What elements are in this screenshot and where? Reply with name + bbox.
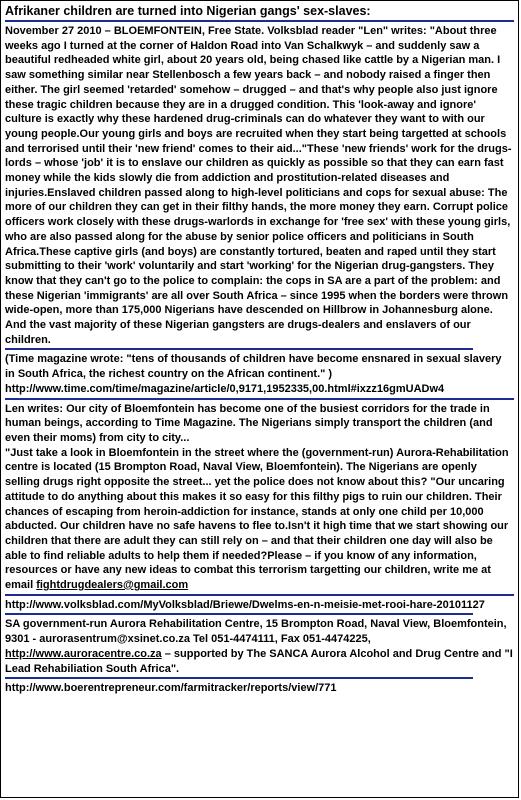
aurora-centre-support-text: – supported by The SANCA Aurora Alcohol and Drug Centre and "I Lead Rehabiliation South Africa". xyxy=(5,647,513,675)
aurora-centre-info xyxy=(5,617,514,676)
article-title: Afrikaner children are turned into Nigerian gangs' sex-slaves: xyxy=(5,4,371,18)
time-magazine-quote: (Time magazine wrote: "tens of thousands of children have become ensnared in sexual slavery in South Africa, the richest country on the African continent." ) xyxy=(5,353,502,381)
aurora-centre-text: SA government-run Aurora Rehabilitation Centre, 15 Brompton Road, Naval View, Bloemfontein, 9301 - aurorasentrum@xsinet.co.za Tel 051-4474111, Fax 051-4474225, xyxy=(5,618,507,646)
len-letter-text: Len writes: Our city of Bloemfontein has become one of the busiest corridors for the trade in human beings, according to Time Magazine. The Nigerians simply transport the children (and even their moms) from city to city... "Just take a look in Bloemfontein in the street where the (government-run) Aurora-Rehabilitation centre is located (15 Brompton Road, Naval View, Bloemfontein). The Nigerians are openly selling drugs right opposite the street... yet the police does not know about this? "Our uncaring attitude to do anything about this makes it so easy for this filthy pigs to ruin our children. Their chances of escaping from heroin-addiction for instance, stands at only one child per 10,000 abducted. Our children have no safe havens to flee to.Isn't it high time that we start showing our children that there are adult they can still rely on – and that their children one day will also be able to find reliable adults to help them if needed?Please – if you know of any information, resources or have any new ideas to combat this terrorism targetting our children, write me at email xyxy=(5,402,509,592)
len-letter xyxy=(5,402,514,593)
contact-email[interactable]: fightdrugdealers@gmail.com xyxy=(36,579,189,592)
divider xyxy=(5,594,514,596)
divider xyxy=(5,677,473,679)
article-body-paragraph: November 27 2010 – BLOEMFONTEIN, Free State. Volksblad reader "Len" writes: "About three weeks ago I turned at the corner of Haldon Road into Van Schalkwyk – and suddenly saw a beautiful redheaded white girl, about 20 years old, being chased like cattle by a Nigerian man. I saw something similar near Stellenbosch a few years back – and nobody raised a finger then either. The girl seemed 'retarded' somehow – drugged – and that's why people also just ignore these tragic children because they are in a drugged condition. This 'look-away and ignore' culture is exactly why these hardened drug-criminals can do whatever they want to with our young people.Our young girls and boys are recruited when they start being targetted at schools and terrorised until their 'new friend' comes to their aid..."These 'new friends' work for the drugs-lords – whose 'job' it is to enslave our children as quickly as possible so that they can earn fast money while the kids slowly die from addiction and prostitution-related diseases and injuries.Enslaved children passed along to high-level politicians and cops for sexual abuse: The more of our children they can get in their filthy hands, the more money they earn. Corrupt police officers work closely with these drugs-warlords in exchange for 'free sex' with these young girls, who are also passed along for the abuse by senior police officers and politicians in South Africa.These captive girls (and boys) are constantly tortured, beaten and raped until they start submitting to their 'work' voluntarily and start 'working' for the Nigerian drug-gangsters. They know that they can't go to the police to complain: the cops in SA are a part of the problem: and these Nigerian 'immigrants' are all over South Africa – since 1995 when the borders were thrown wide-open, more than 175,000 Nigerians have descended on Hillbrow in Johannesburg alone. And the vast majority of these Nigerian gangsters are drugs-dealers and enslavers of our children. xyxy=(5,25,512,346)
volksblad-url[interactable]: http://www.volksblad.com/MyVolksblad/Briewe/Dwelms-en-n-meisie-met-rooi-hare-20101127 xyxy=(5,598,485,611)
divider xyxy=(5,398,514,400)
source-url[interactable]: http://www.boerentrepreneur.com/farmitracker/reports/view/771 xyxy=(5,682,337,695)
divider xyxy=(5,613,473,615)
divider xyxy=(5,348,473,350)
time-magazine-url[interactable]: http://www.time.com/time/magazine/article/0,9171,1952335,00.html#ixzz16gmUADw4 xyxy=(5,382,445,395)
divider xyxy=(5,20,514,22)
aurora-centre-link[interactable]: http://www.auroracentre.co.za xyxy=(5,647,162,660)
